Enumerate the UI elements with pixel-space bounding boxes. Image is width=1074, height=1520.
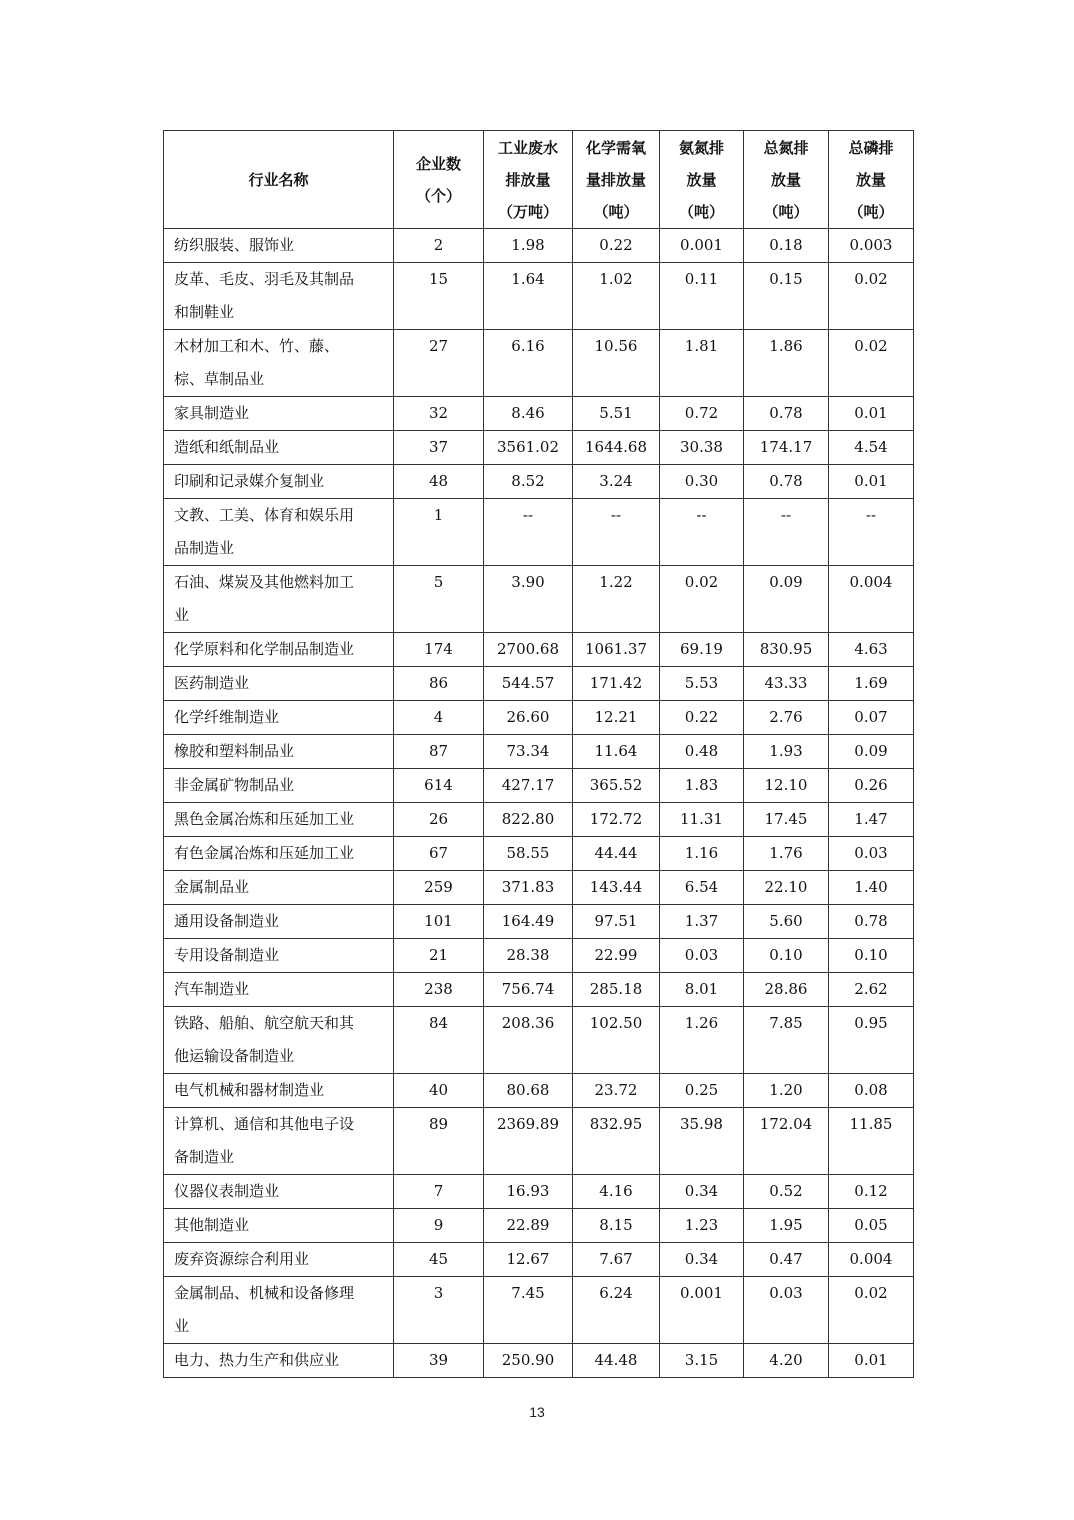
enterprise-count-cell: 9	[394, 1209, 484, 1243]
industry-name-line: 电气机械和器材制造业	[174, 1081, 325, 1099]
total-phosphorus-cell: 0.03	[829, 837, 914, 871]
industry-name-cell	[164, 499, 394, 566]
total-nitrogen-cell: 1.95	[744, 1209, 829, 1243]
table-row	[164, 1243, 914, 1277]
total-phosphorus-cell: 1.40	[829, 871, 914, 905]
cod-cell: 172.72	[573, 803, 660, 837]
industry-name-line: 计算机、通信和其他电子设	[174, 1115, 355, 1133]
table-row	[164, 229, 914, 263]
wastewater-cell: 26.60	[484, 701, 573, 735]
enterprise-count-cell: 32	[394, 397, 484, 431]
industry-name-line: 非金属矿物制品业	[174, 776, 295, 794]
industry-name-line: 有色金属冶炼和压延加工业	[174, 844, 355, 862]
industry-name-cell	[164, 229, 394, 263]
industry-name-cell	[164, 769, 394, 803]
wastewater-cell: 8.52	[484, 465, 573, 499]
table-row	[164, 1277, 914, 1344]
wastewater-cell: 250.90	[484, 1344, 573, 1378]
cod-cell: 22.99	[573, 939, 660, 973]
total-phosphorus-cell: 0.02	[829, 1277, 914, 1344]
ammonia-cell: 1.83	[660, 769, 744, 803]
total-phosphorus-cell: 0.95	[829, 1007, 914, 1074]
total-phosphorus-cell: 0.02	[829, 263, 914, 330]
total-phosphorus-cell: 4.63	[829, 633, 914, 667]
enterprise-count-cell: 84	[394, 1007, 484, 1074]
ammonia-cell: 0.34	[660, 1175, 744, 1209]
industry-name-line: 石油、煤炭及其他燃料加工	[174, 573, 355, 591]
total-nitrogen-cell: 1.20	[744, 1074, 829, 1108]
table-row	[164, 701, 914, 735]
cod-cell: 23.72	[573, 1074, 660, 1108]
total-nitrogen-cell: 22.10	[744, 871, 829, 905]
industry-name-line: 通用设备制造业	[174, 912, 280, 930]
table-row	[164, 1344, 914, 1378]
ammonia-cell: 0.001	[660, 1277, 744, 1344]
table-row	[164, 566, 914, 633]
industry-name-line: 纺织服装、服饰业	[174, 236, 295, 254]
industry-name-cell	[164, 1175, 394, 1209]
industry-name-line: 医药制造业	[174, 674, 250, 692]
enterprise-count-cell: 7	[394, 1175, 484, 1209]
industry-name-cell	[164, 871, 394, 905]
total-phosphorus-cell: 0.12	[829, 1175, 914, 1209]
enterprise-count-cell: 5	[394, 566, 484, 633]
ammonia-cell: 5.53	[660, 667, 744, 701]
header-industry-name: 行业名称	[164, 131, 394, 229]
industry-name-line: 汽车制造业	[174, 980, 250, 998]
cod-cell: 8.15	[573, 1209, 660, 1243]
wastewater-cell: 427.17	[484, 769, 573, 803]
table-row	[164, 397, 914, 431]
industry-name-cell	[164, 803, 394, 837]
table-row	[164, 905, 914, 939]
ammonia-cell: 0.34	[660, 1243, 744, 1277]
enterprise-count-cell: 27	[394, 330, 484, 397]
table-row	[164, 1175, 914, 1209]
header-total-nitrogen-emission: 总氮排 放量 （吨）	[744, 131, 829, 229]
total-phosphorus-cell: 0.08	[829, 1074, 914, 1108]
cod-cell: 4.16	[573, 1175, 660, 1209]
header-ammonia-emission: 氨氮排 放量 （吨）	[660, 131, 744, 229]
enterprise-count-cell: 238	[394, 973, 484, 1007]
cod-cell: 97.51	[573, 905, 660, 939]
table-row	[164, 939, 914, 973]
table-row	[164, 1108, 914, 1175]
enterprise-count-cell: 21	[394, 939, 484, 973]
industry-name-cell	[164, 1074, 394, 1108]
industry-name-line: 仪器仪表制造业	[174, 1182, 280, 1200]
industry-name-line: 他运输设备制造业	[174, 1047, 295, 1065]
header-cod-emission: 化学需氧 量排放量 （吨）	[573, 131, 660, 229]
table-row	[164, 431, 914, 465]
industry-name-cell	[164, 1243, 394, 1277]
total-phosphorus-cell: 0.26	[829, 769, 914, 803]
header-total-phosphorus-emission: 总磷排 放量 （吨）	[829, 131, 914, 229]
total-nitrogen-cell: 174.17	[744, 431, 829, 465]
ammonia-cell: 1.16	[660, 837, 744, 871]
enterprise-count-cell: 87	[394, 735, 484, 769]
cod-cell: 5.51	[573, 397, 660, 431]
industry-name-cell	[164, 905, 394, 939]
header-enterprise-count: 企业数 （个）	[394, 131, 484, 229]
enterprise-count-cell: 37	[394, 431, 484, 465]
ammonia-cell: 35.98	[660, 1108, 744, 1175]
ammonia-cell: 0.001	[660, 229, 744, 263]
wastewater-cell: 3561.02	[484, 431, 573, 465]
table-row	[164, 465, 914, 499]
total-nitrogen-cell: 28.86	[744, 973, 829, 1007]
total-phosphorus-cell: 0.01	[829, 1344, 914, 1378]
wastewater-cell: 164.49	[484, 905, 573, 939]
total-phosphorus-cell: 0.10	[829, 939, 914, 973]
industry-name-line: 家具制造业	[174, 404, 250, 422]
enterprise-count-cell: 2	[394, 229, 484, 263]
total-nitrogen-cell: 12.10	[744, 769, 829, 803]
industry-name-line: 电力、热力生产和供应业	[174, 1351, 340, 1369]
enterprise-count-cell: 614	[394, 769, 484, 803]
industry-name-line: 皮革、毛皮、羽毛及其制品	[174, 270, 355, 288]
industry-name-cell	[164, 667, 394, 701]
enterprise-count-cell: 67	[394, 837, 484, 871]
total-nitrogen-cell: 0.78	[744, 465, 829, 499]
total-phosphorus-cell: 4.54	[829, 431, 914, 465]
total-nitrogen-cell: 0.03	[744, 1277, 829, 1344]
total-phosphorus-cell: 0.004	[829, 566, 914, 633]
total-nitrogen-cell: 1.93	[744, 735, 829, 769]
total-phosphorus-cell: --	[829, 499, 914, 566]
cod-cell: 44.48	[573, 1344, 660, 1378]
ammonia-cell: --	[660, 499, 744, 566]
industry-name-line: 废弃资源综合利用业	[174, 1250, 310, 1268]
ammonia-cell: 0.72	[660, 397, 744, 431]
industry-name-cell	[164, 837, 394, 871]
ammonia-cell: 11.31	[660, 803, 744, 837]
industry-name-line: 橡胶和塑料制品业	[174, 742, 295, 760]
industry-name-cell	[164, 330, 394, 397]
total-phosphorus-cell: 2.62	[829, 973, 914, 1007]
wastewater-cell: 371.83	[484, 871, 573, 905]
table-row	[164, 667, 914, 701]
total-phosphorus-cell: 0.09	[829, 735, 914, 769]
industry-name-cell	[164, 735, 394, 769]
table-row	[164, 1209, 914, 1243]
enterprise-count-cell: 3	[394, 1277, 484, 1344]
wastewater-cell: 8.46	[484, 397, 573, 431]
ammonia-cell: 0.48	[660, 735, 744, 769]
table-row	[164, 1007, 914, 1074]
total-nitrogen-cell: 0.47	[744, 1243, 829, 1277]
enterprise-count-cell: 86	[394, 667, 484, 701]
ammonia-cell: 8.01	[660, 973, 744, 1007]
industry-name-line: 化学原料和化学制品制造业	[174, 640, 355, 658]
wastewater-cell: 822.80	[484, 803, 573, 837]
wastewater-cell: 28.38	[484, 939, 573, 973]
cod-cell: 12.21	[573, 701, 660, 735]
total-nitrogen-cell: 0.52	[744, 1175, 829, 1209]
cod-cell: 44.44	[573, 837, 660, 871]
industry-name-cell	[164, 465, 394, 499]
industry-name-line: 金属制品业	[174, 878, 250, 896]
industry-name-cell	[164, 1277, 394, 1344]
industry-name-line: 业	[174, 1317, 190, 1335]
industry-name-cell	[164, 633, 394, 667]
table-row	[164, 1074, 914, 1108]
total-phosphorus-cell: 0.003	[829, 229, 914, 263]
industry-name-line: 其他制造业	[174, 1216, 250, 1234]
cod-cell: 0.22	[573, 229, 660, 263]
industry-name-line: 印刷和记录媒介复制业	[174, 472, 325, 490]
enterprise-count-cell: 259	[394, 871, 484, 905]
total-nitrogen-cell: 1.86	[744, 330, 829, 397]
enterprise-count-cell: 174	[394, 633, 484, 667]
ammonia-cell: 1.81	[660, 330, 744, 397]
enterprise-count-cell: 39	[394, 1344, 484, 1378]
industry-name-cell	[164, 939, 394, 973]
industry-name-line: 铁路、船舶、航空航天和其	[174, 1014, 355, 1032]
wastewater-cell: 16.93	[484, 1175, 573, 1209]
total-nitrogen-cell: 172.04	[744, 1108, 829, 1175]
total-nitrogen-cell: 17.45	[744, 803, 829, 837]
wastewater-cell: 2369.89	[484, 1108, 573, 1175]
industry-name-cell	[164, 397, 394, 431]
table-row	[164, 803, 914, 837]
industry-name-cell	[164, 1209, 394, 1243]
wastewater-cell: 6.16	[484, 330, 573, 397]
ammonia-cell: 0.30	[660, 465, 744, 499]
table-row	[164, 769, 914, 803]
wastewater-cell: 1.98	[484, 229, 573, 263]
cod-cell: 365.52	[573, 769, 660, 803]
industry-name-line: 木材加工和木、竹、藤、	[174, 337, 340, 355]
cod-cell: 10.56	[573, 330, 660, 397]
total-phosphorus-cell: 0.05	[829, 1209, 914, 1243]
industry-name-line: 专用设备制造业	[174, 946, 280, 964]
cod-cell: 832.95	[573, 1108, 660, 1175]
total-phosphorus-cell: 0.02	[829, 330, 914, 397]
total-phosphorus-cell: 0.07	[829, 701, 914, 735]
industry-name-line: 业	[174, 606, 190, 624]
cod-cell: 1061.37	[573, 633, 660, 667]
table-row	[164, 263, 914, 330]
industry-name-cell	[164, 566, 394, 633]
industry-name-cell	[164, 1344, 394, 1378]
total-phosphorus-cell: 11.85	[829, 1108, 914, 1175]
ammonia-cell: 1.37	[660, 905, 744, 939]
table-row	[164, 973, 914, 1007]
wastewater-cell: 73.34	[484, 735, 573, 769]
header-industrial-wastewater: 工业废水 排放量 （万吨）	[484, 131, 573, 229]
industry-name-cell	[164, 431, 394, 465]
ammonia-cell: 0.11	[660, 263, 744, 330]
enterprise-count-cell: 26	[394, 803, 484, 837]
wastewater-cell: 3.90	[484, 566, 573, 633]
total-nitrogen-cell: 1.76	[744, 837, 829, 871]
ammonia-cell: 0.03	[660, 939, 744, 973]
wastewater-cell: 58.55	[484, 837, 573, 871]
total-nitrogen-cell: 0.78	[744, 397, 829, 431]
total-nitrogen-cell: 0.15	[744, 263, 829, 330]
wastewater-cell: 7.45	[484, 1277, 573, 1344]
total-nitrogen-cell: --	[744, 499, 829, 566]
total-nitrogen-cell: 0.09	[744, 566, 829, 633]
ammonia-cell: 1.23	[660, 1209, 744, 1243]
wastewater-cell: --	[484, 499, 573, 566]
total-phosphorus-cell: 0.01	[829, 397, 914, 431]
enterprise-count-cell: 48	[394, 465, 484, 499]
table-row	[164, 499, 914, 566]
cod-cell: --	[573, 499, 660, 566]
total-phosphorus-cell: 0.78	[829, 905, 914, 939]
cod-cell: 171.42	[573, 667, 660, 701]
industry-name-line: 棕、草制品业	[174, 370, 265, 388]
total-nitrogen-cell: 2.76	[744, 701, 829, 735]
total-nitrogen-cell: 4.20	[744, 1344, 829, 1378]
cod-cell: 1.22	[573, 566, 660, 633]
wastewater-cell: 208.36	[484, 1007, 573, 1074]
total-nitrogen-cell: 43.33	[744, 667, 829, 701]
table-header-row	[164, 131, 914, 229]
ammonia-cell: 0.02	[660, 566, 744, 633]
cod-cell: 11.64	[573, 735, 660, 769]
wastewater-cell: 544.57	[484, 667, 573, 701]
cod-cell: 1.02	[573, 263, 660, 330]
total-nitrogen-cell: 830.95	[744, 633, 829, 667]
wastewater-cell: 22.89	[484, 1209, 573, 1243]
enterprise-count-cell: 4	[394, 701, 484, 735]
wastewater-cell: 1.64	[484, 263, 573, 330]
wastewater-cell: 756.74	[484, 973, 573, 1007]
industry-name-line: 黑色金属冶炼和压延加工业	[174, 810, 355, 828]
industry-name-line: 品制造业	[174, 539, 235, 557]
ammonia-cell: 69.19	[660, 633, 744, 667]
cod-cell: 3.24	[573, 465, 660, 499]
industry-name-cell	[164, 263, 394, 330]
table-row	[164, 871, 914, 905]
enterprise-count-cell: 45	[394, 1243, 484, 1277]
industry-name-cell	[164, 973, 394, 1007]
cod-cell: 1644.68	[573, 431, 660, 465]
industry-name-line: 文教、工美、体育和娱乐用	[174, 506, 355, 524]
cod-cell: 102.50	[573, 1007, 660, 1074]
industry-name-line: 和制鞋业	[174, 303, 235, 321]
total-phosphorus-cell: 1.47	[829, 803, 914, 837]
industry-emissions-table	[163, 130, 914, 1378]
industry-name-line: 备制造业	[174, 1148, 235, 1166]
ammonia-cell: 0.22	[660, 701, 744, 735]
ammonia-cell: 1.26	[660, 1007, 744, 1074]
enterprise-count-cell: 101	[394, 905, 484, 939]
ammonia-cell: 3.15	[660, 1344, 744, 1378]
industry-name-line: 造纸和纸制品业	[174, 438, 280, 456]
ammonia-cell: 6.54	[660, 871, 744, 905]
wastewater-cell: 12.67	[484, 1243, 573, 1277]
enterprise-count-cell: 40	[394, 1074, 484, 1108]
wastewater-cell: 2700.68	[484, 633, 573, 667]
total-nitrogen-cell: 0.10	[744, 939, 829, 973]
table-row	[164, 837, 914, 871]
industry-name-cell	[164, 1007, 394, 1074]
total-nitrogen-cell: 7.85	[744, 1007, 829, 1074]
total-nitrogen-cell: 5.60	[744, 905, 829, 939]
industry-name-cell	[164, 1108, 394, 1175]
cod-cell: 285.18	[573, 973, 660, 1007]
table-row	[164, 330, 914, 397]
wastewater-cell: 80.68	[484, 1074, 573, 1108]
total-phosphorus-cell: 1.69	[829, 667, 914, 701]
industry-name-line: 化学纤维制造业	[174, 708, 280, 726]
table-body	[164, 229, 914, 1378]
cod-cell: 143.44	[573, 871, 660, 905]
table-row	[164, 633, 914, 667]
cod-cell: 6.24	[573, 1277, 660, 1344]
total-phosphorus-cell: 0.01	[829, 465, 914, 499]
ammonia-cell: 30.38	[660, 431, 744, 465]
enterprise-count-cell: 15	[394, 263, 484, 330]
cod-cell: 7.67	[573, 1243, 660, 1277]
total-phosphorus-cell: 0.004	[829, 1243, 914, 1277]
enterprise-count-cell: 89	[394, 1108, 484, 1175]
industry-name-line: 金属制品、机械和设备修理	[174, 1284, 355, 1302]
ammonia-cell: 0.25	[660, 1074, 744, 1108]
page-number: 13	[529, 1404, 545, 1420]
total-nitrogen-cell: 0.18	[744, 229, 829, 263]
table-row	[164, 735, 914, 769]
enterprise-count-cell: 1	[394, 499, 484, 566]
industry-name-cell	[164, 701, 394, 735]
